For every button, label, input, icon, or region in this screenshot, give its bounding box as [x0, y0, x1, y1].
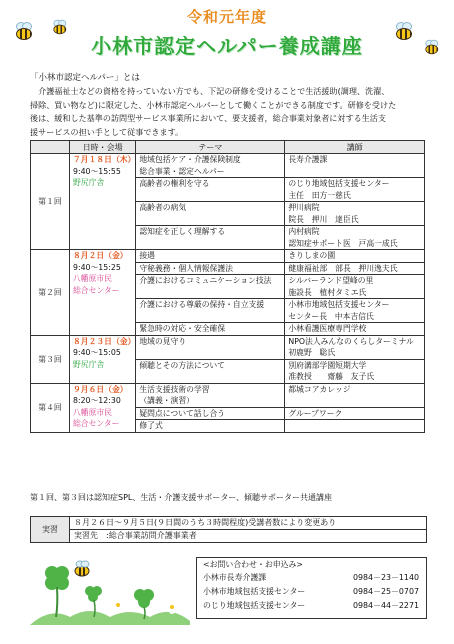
- lecturer-line: 都城コアカレッジ: [288, 384, 351, 394]
- session-label: 第３回: [31, 335, 70, 383]
- bee-icon: [50, 20, 68, 34]
- contact-heading: <お問い合わせ・お申込み>: [203, 560, 304, 569]
- contact-name: のじり地域包括支援センター: [203, 601, 306, 610]
- header-session: [31, 141, 70, 154]
- lecturer-line: NPO法人みんなのくらしターミナル: [288, 336, 414, 346]
- topic-theme: [136, 383, 285, 407]
- lecturer-line: 認知症サポート医 戸高一成氏: [288, 238, 398, 248]
- session-label: 第１回: [31, 154, 70, 250]
- theme-line: [139, 311, 284, 323]
- contact-name: 小林市地域包括支援センター: [203, 587, 306, 596]
- header-theme: テーマ: [136, 141, 285, 154]
- topic-theme: [136, 178, 285, 202]
- session-date-venue: [70, 335, 136, 383]
- lecturer-line: 施設長 植村タミエ氏: [288, 287, 367, 297]
- topic-lecturer: [285, 323, 425, 336]
- schedule-body: [31, 154, 425, 433]
- practice-period: ８月２６日～９月５日(９日間のうち３時間程度)受講者数により変更あり: [74, 518, 337, 527]
- theme-line: [139, 371, 284, 383]
- intro-line: 介護福祉士などの資格を持っていない方でも、下記の研修を受けることで生活援助(調理、洗濯、: [30, 86, 390, 97]
- session-venue: 総合センター: [73, 419, 120, 428]
- theme-line: 高齢者の権利を守る: [139, 179, 210, 188]
- topic-theme: [136, 335, 285, 359]
- lecturer-line: 小林市地域包括支援センター: [288, 300, 390, 309]
- theme-line: [139, 214, 284, 226]
- intro-line: 援サービスの担い手として従事できます。: [30, 126, 184, 137]
- session-date: ８月２日（金）: [73, 251, 128, 260]
- topic-theme: [136, 323, 285, 336]
- theme-line: 認知症を正しく理解する: [139, 227, 226, 236]
- theme-line: [139, 287, 284, 299]
- contact-phone[interactable]: 0984－44－2271: [353, 601, 419, 610]
- practice-label: 実習: [31, 517, 70, 542]
- theme-line: 地域の見守り: [139, 336, 187, 346]
- lecturer-line: 院長 押川 達臣氏: [288, 214, 359, 224]
- lecturer-line: [288, 166, 424, 178]
- theme-line: 緊急時の対応・安全確保: [139, 324, 226, 333]
- topic-theme: [136, 154, 285, 178]
- topic-lecturer: [285, 202, 425, 226]
- topic-lecturer: [285, 420, 425, 433]
- session-venue: 総合センター: [73, 285, 120, 295]
- lecturer-line: 初鹿野 聡氏: [288, 348, 336, 357]
- lecturer-line: センター長 中本吉信氏: [288, 311, 374, 321]
- intro-heading: 「小林市認定ヘルパー」とは: [30, 73, 140, 83]
- theme-line: 介護における尊厳の保持・自立支援: [139, 300, 265, 309]
- table-row: [31, 383, 425, 407]
- session-time: 9:40～15:25: [73, 262, 121, 272]
- lecturer-line: [288, 395, 424, 407]
- theme-line: 修了式: [139, 421, 163, 430]
- theme-line: [139, 190, 284, 202]
- session-venue: 八幡原市民: [73, 407, 112, 417]
- lecturer-line: 健康福祉部 部長 押川逸夫氏: [288, 263, 398, 273]
- topic-theme: [136, 275, 285, 299]
- bee-icon: [422, 40, 440, 54]
- topic-lecturer: [285, 335, 425, 359]
- table-row: [31, 154, 425, 178]
- table-row: [31, 335, 425, 359]
- lecturer-line: 別府溝部学園短期大学: [288, 360, 367, 370]
- theme-line: 介護におけるコミュニケーション技法: [139, 276, 272, 285]
- contact-box: [196, 557, 427, 619]
- contact-row: [197, 599, 426, 613]
- intro-paragraph: [30, 72, 425, 139]
- practice-location: 実習先 :総合事業訪問介護事業者: [70, 529, 426, 542]
- theme-line: [139, 238, 284, 250]
- session-date: ８月２３日（金）: [73, 336, 136, 346]
- practice-details: [70, 517, 426, 542]
- lecturer-line: シルバーランド望峰の里: [288, 276, 374, 285]
- lecturer-line: 小林看護医療専門学校: [288, 324, 367, 333]
- lecturer-line: 内村病院: [288, 227, 320, 236]
- topic-lecturer: [285, 407, 425, 420]
- theme-line: 守秘義務・個人情報保護法: [139, 263, 233, 273]
- session-time: 8:20～12:30: [73, 396, 121, 405]
- header: [0, 0, 454, 68]
- header-lecturer: 講師: [285, 141, 425, 154]
- topic-lecturer: [285, 154, 425, 178]
- contact-phone[interactable]: 0984－23－1140: [353, 573, 419, 582]
- theme-line: 傾聴とその方法について: [139, 360, 225, 370]
- topic-lecturer: [285, 383, 425, 407]
- common-course-note: 第１回、第３回は認知症SPL、生活・介護支援サポーター、傾聴サポーター共通講座: [30, 493, 333, 502]
- theme-line: 生活支援技術の学習: [139, 384, 210, 394]
- topic-theme: [136, 407, 285, 420]
- topic-lecturer: [285, 178, 425, 202]
- topic-theme: [136, 299, 285, 323]
- clover-icon: [30, 555, 190, 625]
- topic-lecturer: [285, 299, 425, 323]
- theme-line: [139, 347, 284, 359]
- theme-line: （講義・演習）: [139, 396, 194, 405]
- topic-theme: [136, 262, 285, 275]
- practice-box: [30, 516, 427, 543]
- topic-lecturer: [285, 226, 425, 250]
- topic-lecturer: [285, 250, 425, 263]
- contact-phone[interactable]: 0984－25－0707: [353, 587, 419, 596]
- session-venue: 八幡原市民: [73, 274, 112, 283]
- lecturer-line: きりしまの園: [288, 251, 336, 260]
- table-header-row: [31, 141, 425, 154]
- theme-line: 高齢者の病気: [139, 203, 187, 212]
- lecturer-line: 准教授 齋藤 友子氏: [288, 372, 375, 381]
- session-venue: 野尻庁舎: [73, 359, 105, 369]
- lecturer-line: 長寿介護課: [288, 155, 328, 164]
- contact-row: [197, 571, 426, 585]
- session-date: ７月１８日（木）: [73, 155, 136, 164]
- session-date: ９月６日（金）: [73, 384, 128, 394]
- contact-row: [197, 585, 426, 599]
- contact-name: 小林市長寿介護課: [203, 573, 267, 582]
- topic-theme: [136, 250, 285, 263]
- topic-theme: [136, 202, 285, 226]
- session-venue: 野尻庁舎: [73, 178, 105, 187]
- session-label: 第２回: [31, 250, 70, 336]
- lecturer-line: [288, 420, 424, 432]
- theme-line: 地域包括ケア・介護保険制度: [139, 155, 241, 164]
- page-title: 小林市認定ヘルパー養成講座: [91, 34, 363, 58]
- intro-line: 掃除、買い物など)に限定した、小林市認定ヘルパーとして働くことができる制度です。研修を受けた: [30, 99, 397, 110]
- lecturer-line: 押川病院: [288, 203, 320, 212]
- header-date-venue: 日時・会場: [70, 141, 136, 154]
- topic-theme: [136, 359, 285, 383]
- session-date-venue: [70, 383, 136, 432]
- session-time: 9:40～15:55: [73, 166, 121, 176]
- schedule-table: [30, 140, 425, 433]
- intro-line: 後は、緩和した基準の訪問型サービス事業所において、要支援者，総合事業対象者に対する生活支: [30, 113, 386, 124]
- topic-lecturer: [285, 275, 425, 299]
- topic-lecturer: [285, 359, 425, 383]
- theme-line: 接遇: [139, 251, 155, 260]
- lecturer-line: 主任 田方一慈氏: [288, 190, 351, 200]
- session-time: 9:40～15:05: [73, 348, 121, 357]
- bee-icon: [392, 22, 414, 40]
- lecturer-line: グループワーク: [288, 408, 343, 418]
- table-row: [31, 250, 425, 263]
- era-label: 令和元年度: [186, 8, 267, 26]
- session-date-venue: [70, 154, 136, 250]
- topic-theme: [136, 226, 285, 250]
- theme-line: 総合事業・認定ヘルパー: [139, 166, 225, 176]
- bee-icon: [12, 22, 34, 40]
- lecturer-line: のじり地域包括支援センター: [288, 179, 390, 188]
- topic-theme: [136, 420, 285, 433]
- topic-lecturer: [285, 262, 425, 275]
- session-label: 第４回: [31, 383, 70, 432]
- theme-line: 疑問点について話し合う: [139, 408, 225, 418]
- session-date-venue: [70, 250, 136, 336]
- clover-decoration: [30, 555, 190, 625]
